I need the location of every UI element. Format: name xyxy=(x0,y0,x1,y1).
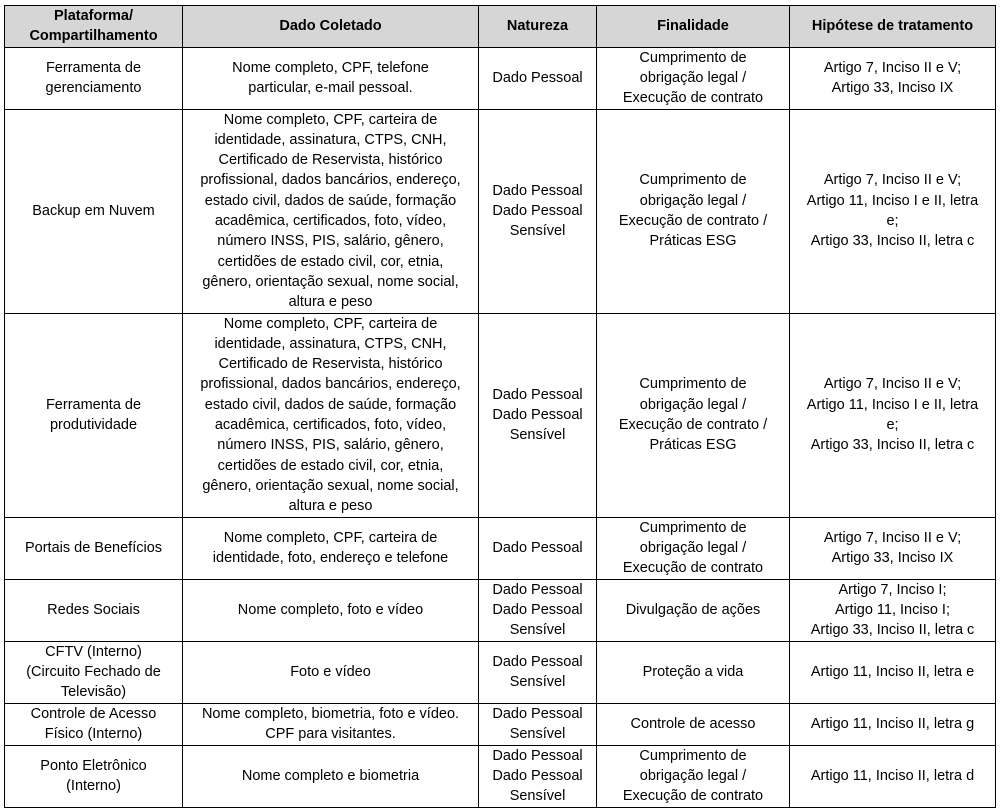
table-row xyxy=(5,517,996,579)
cell-finalidade: Cumprimento de obrigação legal / Execução de contrato / Práticas ESG xyxy=(597,109,790,313)
cell-natureza: Dado Pessoal xyxy=(479,517,597,579)
cell-natureza: Dado Pessoal Dado Pessoal Sensível xyxy=(479,745,597,807)
cell-hipotese: Artigo 7, Inciso II e V; Artigo 11, Inciso I e II, letra e; Artigo 33, Inciso II, letra c xyxy=(790,109,996,313)
header-row xyxy=(5,6,996,48)
cell-hipotese: Artigo 7, Inciso II e V; Artigo 33, Inciso IX xyxy=(790,517,996,579)
cell-natureza: Dado Pessoal xyxy=(479,47,597,109)
cell-plataforma: Controle de Acesso Físico (Interno) xyxy=(5,703,183,745)
cell-finalidade: Proteção a vida xyxy=(597,641,790,703)
cell-dado-coletado: Nome completo, CPF, carteira de identidade, assinatura, CTPS, CNH, Certificado de Reservista, histórico profissional, dados bancários, endereço, estado civil, dados de saúde, formação acadêmica, certificados, foto, vídeo, número INSS, PIS, salário, gênero, certidões de estado civil, cor, etnia, gênero, orientação sexual, nome social, altura e peso xyxy=(183,109,479,313)
table-row xyxy=(5,745,996,807)
cell-finalidade: Cumprimento de obrigação legal / Execução de contrato xyxy=(597,47,790,109)
header-natureza: Natureza xyxy=(479,6,597,48)
header-hipotese: Hipótese de tratamento xyxy=(790,6,996,48)
cell-plataforma: CFTV (Interno) (Circuito Fechado de Televisão) xyxy=(5,641,183,703)
cell-hipotese: Artigo 11, Inciso II, letra g xyxy=(790,703,996,745)
data-treatment-table xyxy=(4,5,996,808)
cell-dado-coletado: Nome completo, biometria, foto e vídeo. CPF para visitantes. xyxy=(183,703,479,745)
header-dado-coletado: Dado Coletado xyxy=(183,6,479,48)
table-row xyxy=(5,313,996,517)
cell-natureza: Dado Pessoal Sensível xyxy=(479,703,597,745)
cell-natureza: Dado Pessoal Dado Pessoal Sensível xyxy=(479,579,597,641)
table-row xyxy=(5,579,996,641)
cell-natureza: Dado Pessoal Dado Pessoal Sensível xyxy=(479,109,597,313)
table-row xyxy=(5,47,996,109)
cell-hipotese: Artigo 7, Inciso II e V; Artigo 33, Inciso IX xyxy=(790,47,996,109)
table-row xyxy=(5,641,996,703)
header-finalidade: Finalidade xyxy=(597,6,790,48)
cell-finalidade: Cumprimento de obrigação legal / Execução de contrato / Práticas ESG xyxy=(597,313,790,517)
cell-finalidade: Cumprimento de obrigação legal / Execução de contrato xyxy=(597,745,790,807)
cell-finalidade: Controle de acesso xyxy=(597,703,790,745)
cell-natureza: Dado Pessoal Dado Pessoal Sensível xyxy=(479,313,597,517)
cell-plataforma: Ponto Eletrônico (Interno) xyxy=(5,745,183,807)
header-plataforma: Plataforma/ Compartilhamento xyxy=(5,6,183,48)
cell-finalidade: Cumprimento de obrigação legal / Execução de contrato xyxy=(597,517,790,579)
cell-dado-coletado: Foto e vídeo xyxy=(183,641,479,703)
cell-plataforma: Portais de Benefícios xyxy=(5,517,183,579)
cell-natureza: Dado Pessoal Sensível xyxy=(479,641,597,703)
cell-plataforma: Ferramenta de gerenciamento xyxy=(5,47,183,109)
cell-dado-coletado: Nome completo, foto e vídeo xyxy=(183,579,479,641)
cell-hipotese: Artigo 11, Inciso II, letra d xyxy=(790,745,996,807)
cell-plataforma: Ferramenta de produtividade xyxy=(5,313,183,517)
cell-hipotese: Artigo 7, Inciso I; Artigo 11, Inciso I; Artigo 33, Inciso II, letra c xyxy=(790,579,996,641)
cell-finalidade: Divulgação de ações xyxy=(597,579,790,641)
table-row xyxy=(5,109,996,313)
table-row xyxy=(5,703,996,745)
cell-plataforma: Redes Sociais xyxy=(5,579,183,641)
cell-dado-coletado: Nome completo, CPF, carteira de identidade, foto, endereço e telefone xyxy=(183,517,479,579)
cell-dado-coletado: Nome completo e biometria xyxy=(183,745,479,807)
cell-hipotese: Artigo 7, Inciso II e V; Artigo 11, Inciso I e II, letra e; Artigo 33, Inciso II, letra c xyxy=(790,313,996,517)
cell-dado-coletado: Nome completo, CPF, carteira de identidade, assinatura, CTPS, CNH, Certificado de Reservista, histórico profissional, dados bancários, endereço, estado civil, dados de saúde, formação acadêmica, certificados, foto, vídeo, número INSS, PIS, salário, gênero, certidões de estado civil, cor, etnia, gênero, orientação sexual, nome social, altura e peso xyxy=(183,313,479,517)
cell-dado-coletado: Nome completo, CPF, telefone particular, e-mail pessoal. xyxy=(183,47,479,109)
cell-plataforma: Backup em Nuvem xyxy=(5,109,183,313)
cell-hipotese: Artigo 11, Inciso II, letra e xyxy=(790,641,996,703)
